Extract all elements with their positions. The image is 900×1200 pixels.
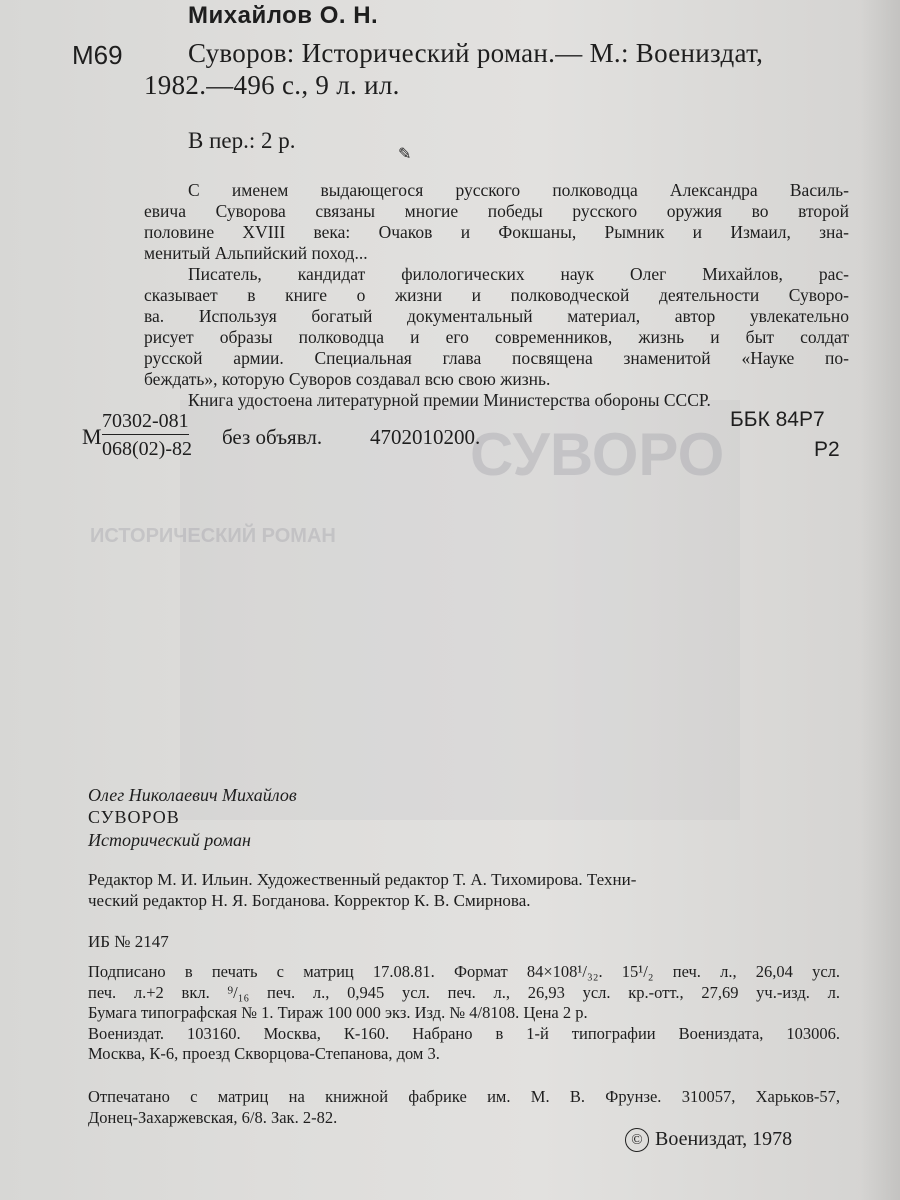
imprint-block: [88, 962, 840, 1065]
printed-line: Отпечатано с матриц на книжной фабрике им. М. В. Фрунзе. 310057, Харьков-57,: [88, 1087, 840, 1106]
index-letter: М: [82, 424, 102, 449]
text-line: рисует образы полководца и его современников, жизнь и быт солдат: [144, 327, 849, 347]
text-line: С именем выдающегося русского полководца Александра Василь-: [188, 180, 849, 200]
imprint-line: Воениздат. 103160. Москва, К-160. Набрано в 1-й типографии Воениздата, 103006.: [88, 1023, 840, 1043]
text-line: беждать», которую Суворов создавал всю свою жизнь.: [144, 369, 551, 389]
imprint-line: Подписано в печать с матриц 17.08.81. Формат 84×108¹/₃₂. 15¹/₂ печ. л., 26,04 усл.: [88, 962, 840, 981]
index-note: без объявл.: [222, 425, 323, 449]
index-numerator: 70302-081: [102, 410, 189, 435]
imprint-line: печ. л.+2 вкл. ⁹/₁₆ печ. л., 0,945 усл. печ. л., 26,93 усл. кр.-отт., 27,69 уч.-изд. л.: [88, 982, 840, 1002]
show-through-text: ИСТОРИЧЕСКИЙ РОМАН: [90, 525, 336, 547]
text-line: сказывает в книге о жизни и полководческой деятельности Суворо-: [144, 285, 849, 305]
copyright-text: Воениздат, 1978: [655, 1128, 793, 1150]
show-through-title: СУВОРО: [470, 421, 725, 488]
copyright-line: [625, 1128, 792, 1152]
bibliographic-line-2: 1982.—496 с., 9 л. ил.: [144, 70, 400, 100]
annotation-paragraph-1: [144, 180, 849, 264]
editors-line-1: Редактор М. И. Ильин. Художественный редактор Т. А. Тихомирова. Техни-: [88, 870, 637, 889]
printed-line: Донец-Захаржевская, 6/8. Зак. 2-82.: [88, 1107, 338, 1127]
copyright-icon: ©: [625, 1128, 649, 1152]
index-denominator: 068(02)-82: [102, 438, 192, 460]
catalog-code: М69: [72, 40, 123, 70]
annotation-paragraph-2: [144, 264, 849, 390]
editors-line-2: ческий редактор Н. Я. Богданова. Корректор К. В. Смирнова.: [88, 891, 531, 910]
imprint-line: Москва, К-6, проезд Скворцова-Степанова, дом 3.: [88, 1044, 440, 1063]
bibliographic-line-1: Суворов: Исторический роман.— М.: Воениздат,: [188, 38, 764, 68]
bbk-subcode: Р2: [814, 438, 840, 461]
colophon-author: Олег Николаевич Михайлов: [88, 785, 297, 805]
imprint-line: Бумага типографская № 1. Тираж 100 000 экз. Изд. № 4/8108. Цена 2 р.: [88, 1003, 588, 1022]
text-line: евича Суворова связаны многие победы русского оружия во второй: [144, 201, 849, 221]
text-line: половине XVIII века: Очаков и Фокшаны, Рымник и Измаил, зна-: [144, 222, 849, 242]
ornament-mark: ✎: [398, 146, 412, 163]
index-number: 4702010200.: [370, 425, 481, 449]
text-line: Книга удостоена литературной премии Министерства обороны СССР.: [188, 390, 711, 410]
ib-number: ИБ № 2147: [88, 932, 169, 951]
text-line: Писатель, кандидат филологических наук Олег Михайлов, рас-: [188, 264, 849, 284]
author-heading: Михайлов О. Н.: [188, 2, 379, 29]
bbk-code: ББК 84Р7: [730, 408, 825, 431]
colophon-genre: Исторический роман: [88, 830, 251, 850]
text-line: менитый Альпийский поход...: [144, 243, 368, 263]
text-line: русской армии. Специальная глава посвящена знаменитой «Науке по-: [144, 348, 849, 368]
colophon-title: СУВОРОВ: [88, 807, 180, 827]
printed-block: [88, 1087, 840, 1128]
text-line: ва. Используя богатый документальный материал, автор увлекательно: [144, 306, 849, 326]
price-line: В пер.: 2 р.: [188, 128, 296, 153]
